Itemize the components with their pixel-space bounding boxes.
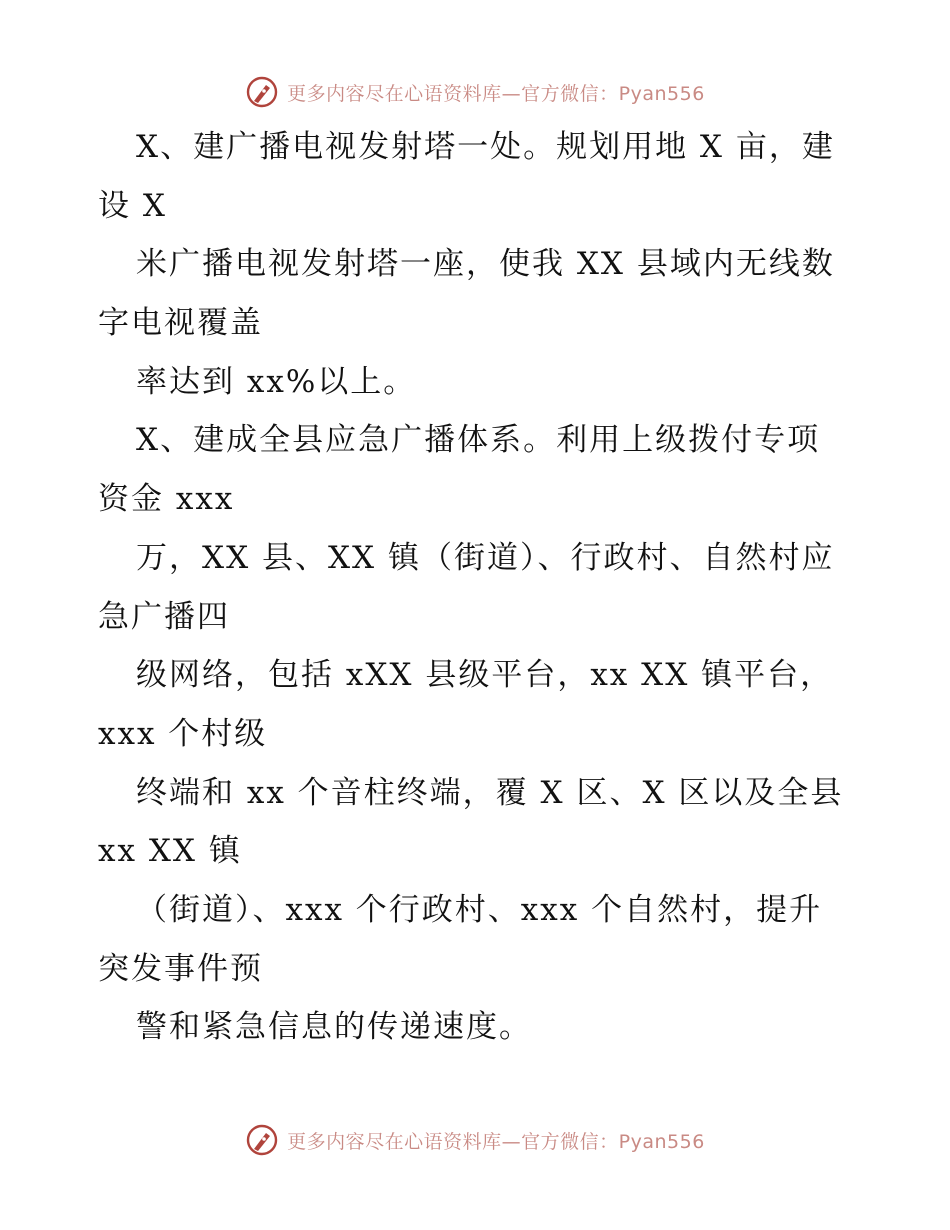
text-line: 终端和 xx 个音柱终端，覆 X 区、X 区以及全县 [136,774,844,811]
text-line: X、建广播电视发射塔一处。规划用地 X 亩，建 [136,129,835,165]
text-line: 万，XX 县、XX 镇（街道）、行政村、自然村应 [136,539,835,576]
watermark-text: 更多内容尽在心语资料库—官方微信：Pyan556 [287,1130,705,1153]
text-line: 警和紧急信息的传递速度。 [136,1009,532,1046]
watermark-text: 更多内容尽在心语资料库—官方微信：Pyan556 [287,82,705,105]
text-line: 资金 xxx [98,481,235,518]
text-line: xx XX 镇 [98,833,242,870]
text-line: 米广播电视发射塔一座，使我 XX 县域内无线数 [136,246,835,283]
text-line: 级网络，包括 xXX 县级平台，xx XX 镇平台， [136,657,834,694]
header-watermark [0,72,950,112]
text-line: xxx 个村级 [98,715,268,752]
pen-nib-circle-icon [245,1123,279,1157]
document-body [98,118,858,1057]
text-line: （街道）、xxx 个行政村、xxx 个自然村，提升 [136,891,823,928]
footer-watermark [0,1120,950,1160]
text-line: 字电视覆盖 [98,305,263,342]
pen-nib-circle-icon [245,75,279,109]
text-line: 急广播四 [98,598,230,635]
text-line: 率达到 xx%以上。 [136,363,417,400]
text-line: 突发事件预 [98,950,263,987]
text-line: 设 X [98,187,167,224]
text-line: X、建成全县应急广播体系。利用上级拨付专项 [136,422,821,459]
